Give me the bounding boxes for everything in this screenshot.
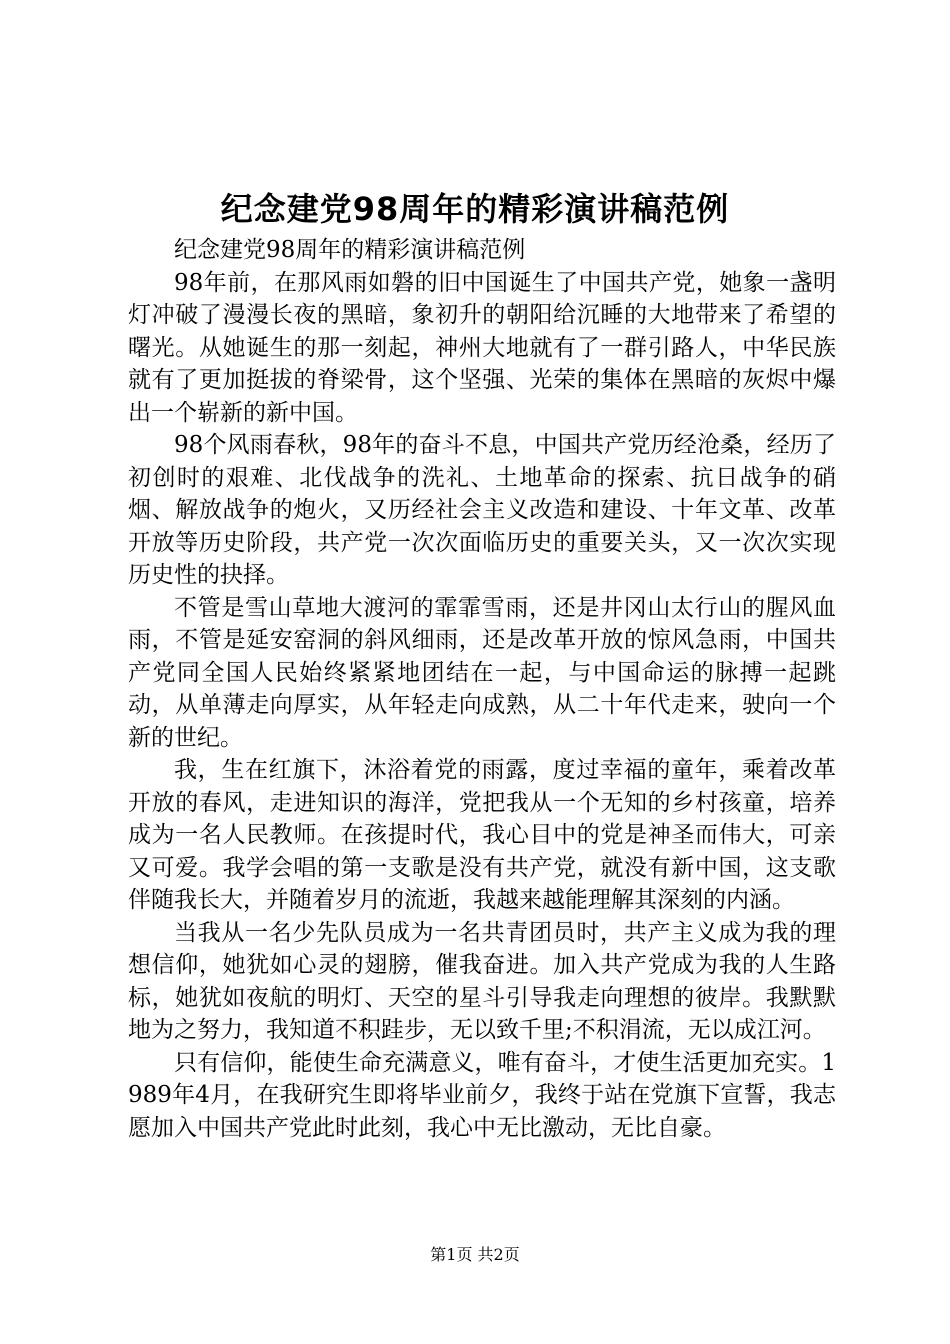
paragraph: 只有信仰，能使生命充满意义，唯有奋斗，才使生活更加充实。1989年4月，在我研究生即将毕业前夕，我终于站在党旗下宣誓，我志愿加入中国共产党此时此刻，我心中无比激动，无比自豪。 — [128, 1049, 836, 1141]
document-body — [128, 234, 836, 1144]
paragraph: 纪念建党98周年的精彩演讲稿范例 — [174, 237, 526, 263]
paragraph: 不管是雪山草地大渡河的霏霏雪雨，还是井冈山太行山的腥风血雨，不管是延安窑洞的斜风细雨，还是改革开放的惊风急雨，中国共产党同全国人民始终紧紧地团结在一起，与中国命运的脉搏一起跳动，从单薄走向厚实，从年轻走向成熟，从二十年代走来，驶向一个新的世纪。 — [128, 594, 836, 751]
page-footer: 第1页 共2页 — [430, 1245, 520, 1264]
paragraph: 98年前，在那风雨如磐的旧中国诞生了中国共产党，她象一盏明灯冲破了漫漫长夜的黑暗，象初升的朝阳给沉睡的大地带来了希望的曙光。从她诞生的那一刻起，神州大地就有了一群引路人，中华民族就有了更加挺拔的脊梁骨，这个坚强、光荣的集体在黑暗的灰烬中爆出一个崭新的新中国。 — [128, 269, 836, 426]
document-title: 纪念建党98周年的精彩演讲稿范例 — [220, 190, 730, 228]
paragraph: 当我从一名少先队员成为一名共青团员时，共产主义成为我的理想信仰，她犹如心灵的翅膀，催我奋进。加入共产党成为我的人生路标，她犹如夜航的明灯、天空的星斗引导我走向理想的彼岸。我默默地为之努力，我知道不积跬步，无以致千里;不积涓流，无以成江河。 — [128, 919, 836, 1043]
paragraph: 我，生在红旗下，沐浴着党的雨露，度过幸福的童年，乘着改革开放的春风，走进知识的海洋，党把我从一个无知的乡村孩童，培养成为一名人民教师。在孩提时代，我心目中的党是神圣而伟大，可亲又可爱。我学会唱的第一支歌是没有共产党，就没有新中国，这支歌伴随我长大，并随着岁月的流逝，我越来越能理解其深刻的内涵。 — [128, 757, 836, 913]
paragraph: 98个风雨春秋，98年的奋斗不息，中国共产党历经沧桑，经历了初创时的艰难、北伐战争的洗礼、土地革命的探索、抗日战争的硝烟、解放战争的炮火，又历经社会主义改造和建设、十年文革、改革开放等历史阶段，共产党一次次面临历史的重要关头，又一次次实现历史性的抉择。 — [128, 432, 836, 588]
